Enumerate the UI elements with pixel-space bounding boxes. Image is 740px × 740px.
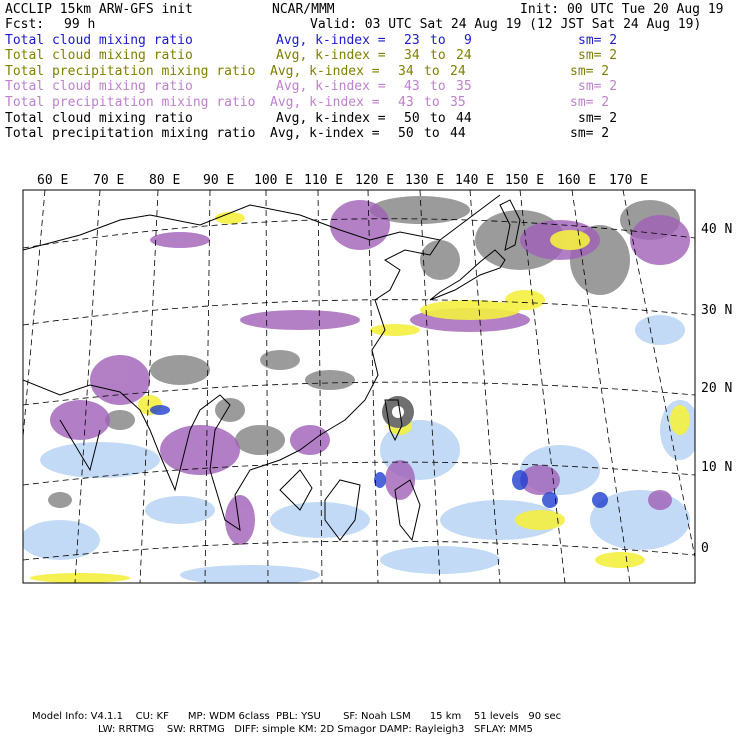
field-kto-word: to bbox=[430, 79, 446, 94]
init-time: Init: 00 UTC Tue 20 Aug 19 bbox=[520, 2, 724, 17]
lat-label: 10 N bbox=[701, 460, 733, 475]
field-kto: 44 bbox=[450, 126, 466, 141]
field-kto: 9 bbox=[464, 33, 472, 48]
lon-label: 130 E bbox=[405, 173, 445, 188]
field-kfrom: 50 bbox=[404, 111, 420, 126]
field-name: Total precipitation mixing ratio bbox=[5, 64, 256, 79]
field-kto: 24 bbox=[456, 48, 472, 63]
field-kto-word: to bbox=[430, 111, 446, 126]
field-name: Total cloud mixing ratio bbox=[5, 33, 193, 48]
model-info-line2: LW: RRTMG SW: RRTMG DIFF: simple KM: 2D Smagor DAMP: Rayleigh3 SFLAY: MM5 bbox=[98, 724, 533, 735]
field-kto: 24 bbox=[450, 64, 466, 79]
field-kto-word: to bbox=[424, 95, 440, 110]
field-sm: sm= 2 bbox=[578, 33, 618, 48]
field-avg: Avg, k-index = bbox=[276, 33, 386, 48]
map-field-layer bbox=[10, 190, 700, 585]
center-label: NCAR/MMM bbox=[272, 2, 335, 17]
field-kto-word: to bbox=[424, 64, 440, 79]
lon-label: 100 E bbox=[254, 173, 294, 188]
fcst-value: 99 h bbox=[64, 17, 96, 32]
field-name: Total cloud mixing ratio bbox=[5, 79, 193, 94]
model-info-line1: Model Info: V4.1.1 CU: KF MP: WDM 6class PBL: YSU SF: Noah LSM 15 km 51 levels 90 sec bbox=[32, 711, 562, 722]
field-kfrom: 43 bbox=[404, 79, 420, 94]
fcst-label: Fcst: bbox=[5, 17, 45, 32]
lon-label: 110 E bbox=[304, 173, 344, 188]
field-sm: sm= 2 bbox=[570, 95, 610, 110]
field-avg: Avg, k-index = bbox=[276, 79, 386, 94]
field-sm: sm= 2 bbox=[578, 111, 618, 126]
field-kto: 44 bbox=[456, 111, 472, 126]
lon-label: 90 E bbox=[203, 173, 235, 188]
field-kto: 35 bbox=[450, 95, 466, 110]
field-avg: Avg, k-index = bbox=[276, 111, 386, 126]
field-kfrom: 34 bbox=[398, 64, 414, 79]
field-kfrom: 50 bbox=[398, 126, 414, 141]
lon-label: 60 E bbox=[37, 173, 69, 188]
lon-label: 120 E bbox=[355, 173, 395, 188]
field-name: Total precipitation mixing ratio bbox=[5, 126, 256, 141]
model-title: ACCLIP 15km ARW-GFS init bbox=[5, 2, 193, 17]
field-kto-word: to bbox=[424, 126, 440, 141]
field-kto: 35 bbox=[456, 79, 472, 94]
lat-label: 30 N bbox=[701, 303, 733, 318]
field-avg: Avg, k-index = bbox=[276, 48, 386, 63]
valid-time: Valid: 03 UTC Sat 24 Aug 19 (12 JST Sat 24 Aug 19) bbox=[310, 17, 702, 32]
lon-label: 170 E bbox=[609, 173, 649, 188]
field-name: Total cloud mixing ratio bbox=[5, 111, 193, 126]
field-sm: sm= 2 bbox=[570, 64, 610, 79]
field-kto-word: to bbox=[430, 48, 446, 63]
field-name: Total precipitation mixing ratio bbox=[5, 95, 256, 110]
field-kfrom: 43 bbox=[398, 95, 414, 110]
lon-label: 160 E bbox=[557, 173, 597, 188]
lon-label: 140 E bbox=[455, 173, 495, 188]
field-avg: Avg, k-index = bbox=[270, 95, 380, 110]
lat-label: 0 bbox=[701, 541, 709, 556]
field-kfrom: 34 bbox=[404, 48, 420, 63]
lat-label: 20 N bbox=[701, 381, 733, 396]
field-kto-word: to bbox=[430, 33, 446, 48]
lon-label: 150 E bbox=[505, 173, 545, 188]
field-sm: sm= 2 bbox=[578, 48, 618, 63]
field-avg: Avg, k-index = bbox=[270, 126, 380, 141]
lon-label: 70 E bbox=[93, 173, 125, 188]
lon-label: 80 E bbox=[149, 173, 181, 188]
field-avg: Avg, k-index = bbox=[270, 64, 380, 79]
lat-label: 40 N bbox=[701, 222, 733, 237]
field-sm: sm= 2 bbox=[570, 126, 610, 141]
field-kfrom: 23 bbox=[404, 33, 420, 48]
field-sm: sm= 2 bbox=[578, 79, 618, 94]
field-name: Total cloud mixing ratio bbox=[5, 48, 193, 63]
